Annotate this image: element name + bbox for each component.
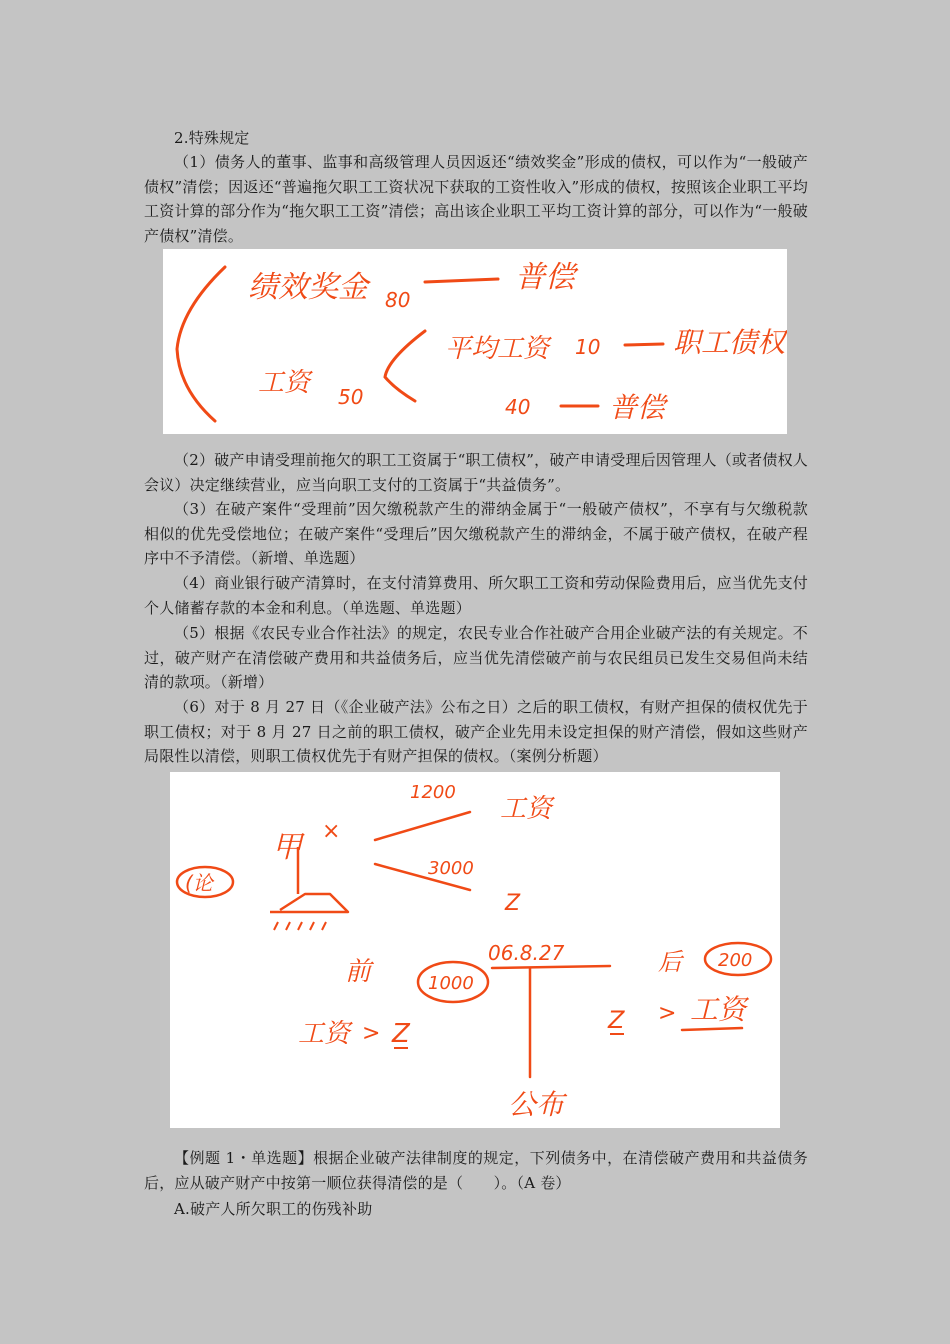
- paragraph-6: （6）对于 8 月 27 日（《企业破产法》公布之日）之后的职工债权，有财产担保的债权优先于职工债权；对于 8 月 27 日之前的职工债权，破产企业先用未设定担保的财产清偿，假如这些财产局限性以清偿，则职工债权优先于有财产担保的债权。（案例分析题）: [144, 698, 808, 765]
- avg-wage-label: 平均工资: [445, 334, 550, 364]
- example-question: 【例题 1・单选题】根据企业破产法律制度的规定，下列债务中，在清偿破产费用和共益债务后，应从破产财产中按第一顺位获得清偿的是（ ）。（A 卷）: [144, 1149, 808, 1192]
- timeline: [492, 966, 610, 968]
- paragraph-3: （3）在破产案件“受理前”因欠缴税款产生的滞纳金属于“一般破产债权”，不享有与欠缴税款相似的优先受偿地位；在破产案件“受理后”因欠缴税款产生的滞纳金，不属于破产债权，在破产程序中不予清偿。（新增、单选题）: [144, 500, 808, 567]
- amount-1200: 1200: [410, 782, 456, 803]
- handwritten-diagram-2: [170, 772, 780, 1128]
- ordinary-label-1: 普偿: [515, 260, 575, 295]
- section-heading: 2.特殊规定: [174, 129, 250, 147]
- gt-right: >: [658, 1001, 677, 1026]
- paragraph-1: （1）债务人的董事、监事和高级管理人员因返还“绩效奖金”形成的债权，可以作为“一般破产债权”清偿；因返还“普遍拖欠职工工资状况下获取的工资性收入”形成的债权，按照该企业职工平均工资计算的部分作为“拖欠职工工资”清偿；高出该企业职工平均工资计算的部分，可以作为“一般破产债权”清偿。: [144, 153, 808, 245]
- asset-shape: [270, 894, 348, 912]
- brace-right: [385, 331, 425, 401]
- paragraph-2: （2）破产申请受理前拖欠的职工工资属于“职工债权”，破产申请受理后因管理人（或者债权人会议）决定继续营业，应当向职工支付的工资属于“共益债务”。: [144, 451, 808, 494]
- wage-right-label: 工资: [690, 993, 747, 1026]
- amount-3000: 3000: [428, 858, 474, 879]
- excess-amount: 40: [505, 395, 531, 419]
- line-to-wage: [375, 812, 470, 840]
- wage-right-underline: [682, 1028, 742, 1030]
- before-label: 前: [345, 957, 372, 987]
- amount-1000: 1000: [428, 973, 474, 994]
- dash-2: [625, 344, 663, 345]
- employee-claim-label: 职工债权: [673, 326, 786, 359]
- dash-1: [425, 279, 498, 282]
- brace-left: [177, 267, 225, 421]
- x-mark: ×: [322, 819, 341, 844]
- amount-200: 200: [718, 950, 753, 971]
- paragraph-5: （5）根据《农民专业合作社法》的规定，农民专业合作社破产合用企业破产法的有关规定。不过，破产财产在清偿破产费用和共益债务后，应当优先清偿破产前与农民组员已发生交易但尚未结清的款项。（新增）: [144, 624, 808, 691]
- bonus-label: 绩效奖金: [248, 270, 368, 305]
- case-label: (论: [185, 871, 213, 895]
- date-label: 06.8.27: [488, 941, 565, 965]
- wage-label: 工资: [258, 368, 311, 398]
- z-left-label: Z: [392, 1019, 410, 1049]
- bonus-amount: 80: [385, 288, 411, 312]
- paragraph-4: （4）商业银行破产清算时，在支付清算费用、所欠职工工资和劳动保险费用后，应当优先支付个人储蓄存款的本金和利息。（单选题、单选题）: [144, 574, 808, 617]
- wage-left-label: 工资: [298, 1019, 351, 1049]
- avg-amount: 10: [575, 335, 601, 359]
- handwritten-diagram-1: [163, 249, 787, 434]
- hatch-marks: [274, 922, 326, 930]
- wage-top-label: 工资: [500, 794, 553, 824]
- z-right-label: Z: [608, 1006, 625, 1034]
- publish-label: 公布: [508, 1088, 565, 1121]
- wage-amount: 50: [338, 385, 364, 409]
- option-a: A.破产人所欠职工的伤残补助: [174, 1200, 373, 1218]
- jia-label: 甲: [272, 830, 302, 865]
- z-top-label: Z: [505, 891, 521, 916]
- ordinary-label-2: 普偿: [609, 391, 666, 424]
- after-label: 后: [658, 948, 682, 976]
- gt-left: >: [362, 1021, 381, 1046]
